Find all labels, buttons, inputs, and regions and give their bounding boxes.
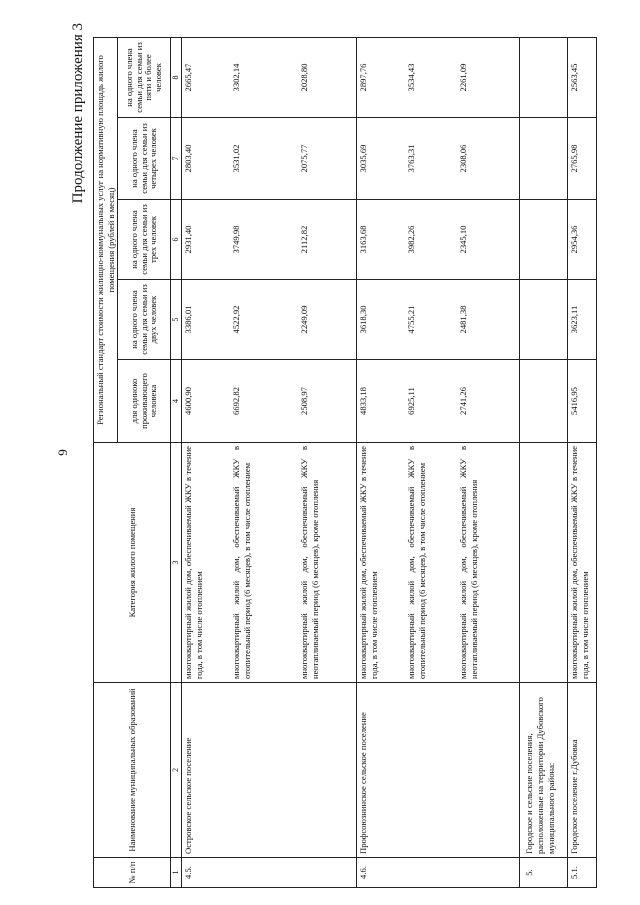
col-index: 2 <box>171 683 182 858</box>
col-index: 7 <box>171 118 182 200</box>
header-num: № п/п <box>94 858 171 888</box>
col-index: 8 <box>171 37 182 117</box>
value-cell: 3763,31 <box>405 118 457 200</box>
value-cell: 3035,69 <box>357 118 406 200</box>
col-index: 6 <box>171 200 182 280</box>
continuation-title: Продолжение приложения 3 <box>70 23 86 204</box>
value-cell: 3618,30 <box>357 280 406 360</box>
row-category: многоквартирный жилой дом, обеспечиваемый ЖКУ в течение года, в том числе отоплением <box>357 443 406 683</box>
value-cell: 3534,43 <box>405 37 457 117</box>
value-cell: 3982,26 <box>405 200 457 280</box>
row-name: Городское поселение г.Дубовка <box>568 683 597 858</box>
table-header-row <box>94 37 118 887</box>
row-num: 4.6. <box>357 858 520 888</box>
row-num: 4.5. <box>182 858 357 888</box>
value-cell <box>520 37 568 117</box>
value-cell: 2931,40 <box>182 200 231 280</box>
value-cell: 2249,09 <box>298 280 357 360</box>
value-cell: 3749,98 <box>230 200 298 280</box>
value-cell: 2563,45 <box>568 37 597 117</box>
value-cell: 2028,80 <box>298 37 357 117</box>
value-cell: 6692,82 <box>230 360 298 443</box>
value-cell: 5416,95 <box>568 360 597 443</box>
row-num: 5.1. <box>568 858 597 888</box>
value-cell <box>520 200 568 280</box>
row-category: многоквартирный жилой дом, обеспечиваемый ЖКУ в течение года, в том числе отоплением <box>182 443 231 683</box>
value-cell: 2308,06 <box>457 118 520 200</box>
value-cell: 2481,38 <box>457 280 520 360</box>
value-cell: 3163,68 <box>357 200 406 280</box>
page-number: 9 <box>55 449 70 456</box>
header-sub-2: на одного члена семьи для семьи из двух человек <box>118 280 171 360</box>
value-cell: 2741,26 <box>457 360 520 443</box>
header-name: Наименование муниципальных образований <box>94 683 171 858</box>
row-category: многоквартирный жилой дом, обеспечиваемый ЖКУ в отопительный период (6 месяцев), в том числе отоплением <box>230 443 298 683</box>
value-cell: 3531,02 <box>230 118 298 200</box>
col-index: 4 <box>171 360 182 443</box>
table-row <box>182 37 231 887</box>
row-num: 5. <box>520 858 568 888</box>
header-category: Категория жилого помещения <box>94 443 171 683</box>
value-cell: 6925,11 <box>405 360 457 443</box>
value-cell: 2508,97 <box>298 360 357 443</box>
value-cell: 2345,10 <box>457 200 520 280</box>
value-cell: 2075,77 <box>298 118 357 200</box>
value-cell: 2112,82 <box>298 200 357 280</box>
row-category: многоквартирный жилой дом, обеспечиваемый ЖКУ в неотапливаемый период (6 месяцев), кроме отопления <box>457 443 520 683</box>
value-cell: 4755,21 <box>405 280 457 360</box>
value-cell: 2954,36 <box>568 200 597 280</box>
header-sub-5: на одного члена семьи для семьи из пяти и более человек <box>118 37 171 117</box>
column-index-row <box>171 37 182 887</box>
value-cell <box>520 118 568 200</box>
standards-table <box>93 37 597 888</box>
value-cell: 3623,11 <box>568 280 597 360</box>
row-category: многоквартирный жилой дом, обеспечиваемый ЖКУ в неотапливаемый период (6 месяцев), кроме отопления <box>298 443 357 683</box>
table-row <box>520 37 568 887</box>
value-cell: 4833,18 <box>357 360 406 443</box>
row-category: многоквартирный жилой дом, обеспечиваемый ЖКУ в отопительный период (6 месяцев), в том числе отоплением <box>405 443 457 683</box>
col-index: 3 <box>171 443 182 683</box>
row-category <box>520 443 568 683</box>
value-cell <box>520 280 568 360</box>
value-cell <box>520 360 568 443</box>
table-row <box>357 37 406 887</box>
row-category: многоквартирный жилой дом, обеспечиваемый ЖКУ в течение года, в том числе отоплением <box>568 443 597 683</box>
header-sub-4: на одного члена семьи для семьи из четырех человек <box>118 118 171 200</box>
value-cell: 2261,09 <box>457 37 520 117</box>
col-index: 5 <box>171 280 182 360</box>
header-sub-3: на одного члена семьи для семьи из трех человек <box>118 200 171 280</box>
row-name: Профсоюзнинское сельское поселение <box>357 683 520 858</box>
header-standard: Региональный стандарт стоимости жилищно-коммунальных услуг на нормативную площадь жилого помещения (рублей в месяц) <box>94 37 118 442</box>
value-cell: 2897,76 <box>357 37 406 117</box>
value-cell: 4600,90 <box>182 360 231 443</box>
row-name: Городское и сельские поселения, расположенные на территории Дубовского муниципального района: <box>520 683 568 858</box>
row-name: Островское сельское поселение <box>182 683 357 858</box>
col-index: 1 <box>171 858 182 888</box>
value-cell: 2665,47 <box>182 37 231 117</box>
value-cell: 3386,01 <box>182 280 231 360</box>
value-cell: 2765,98 <box>568 118 597 200</box>
value-cell: 4522,92 <box>230 280 298 360</box>
header-sub-1: для одиноко проживающего человека <box>118 360 171 443</box>
table-row <box>568 37 597 887</box>
value-cell: 2803,40 <box>182 118 231 200</box>
value-cell: 3302,14 <box>230 37 298 117</box>
